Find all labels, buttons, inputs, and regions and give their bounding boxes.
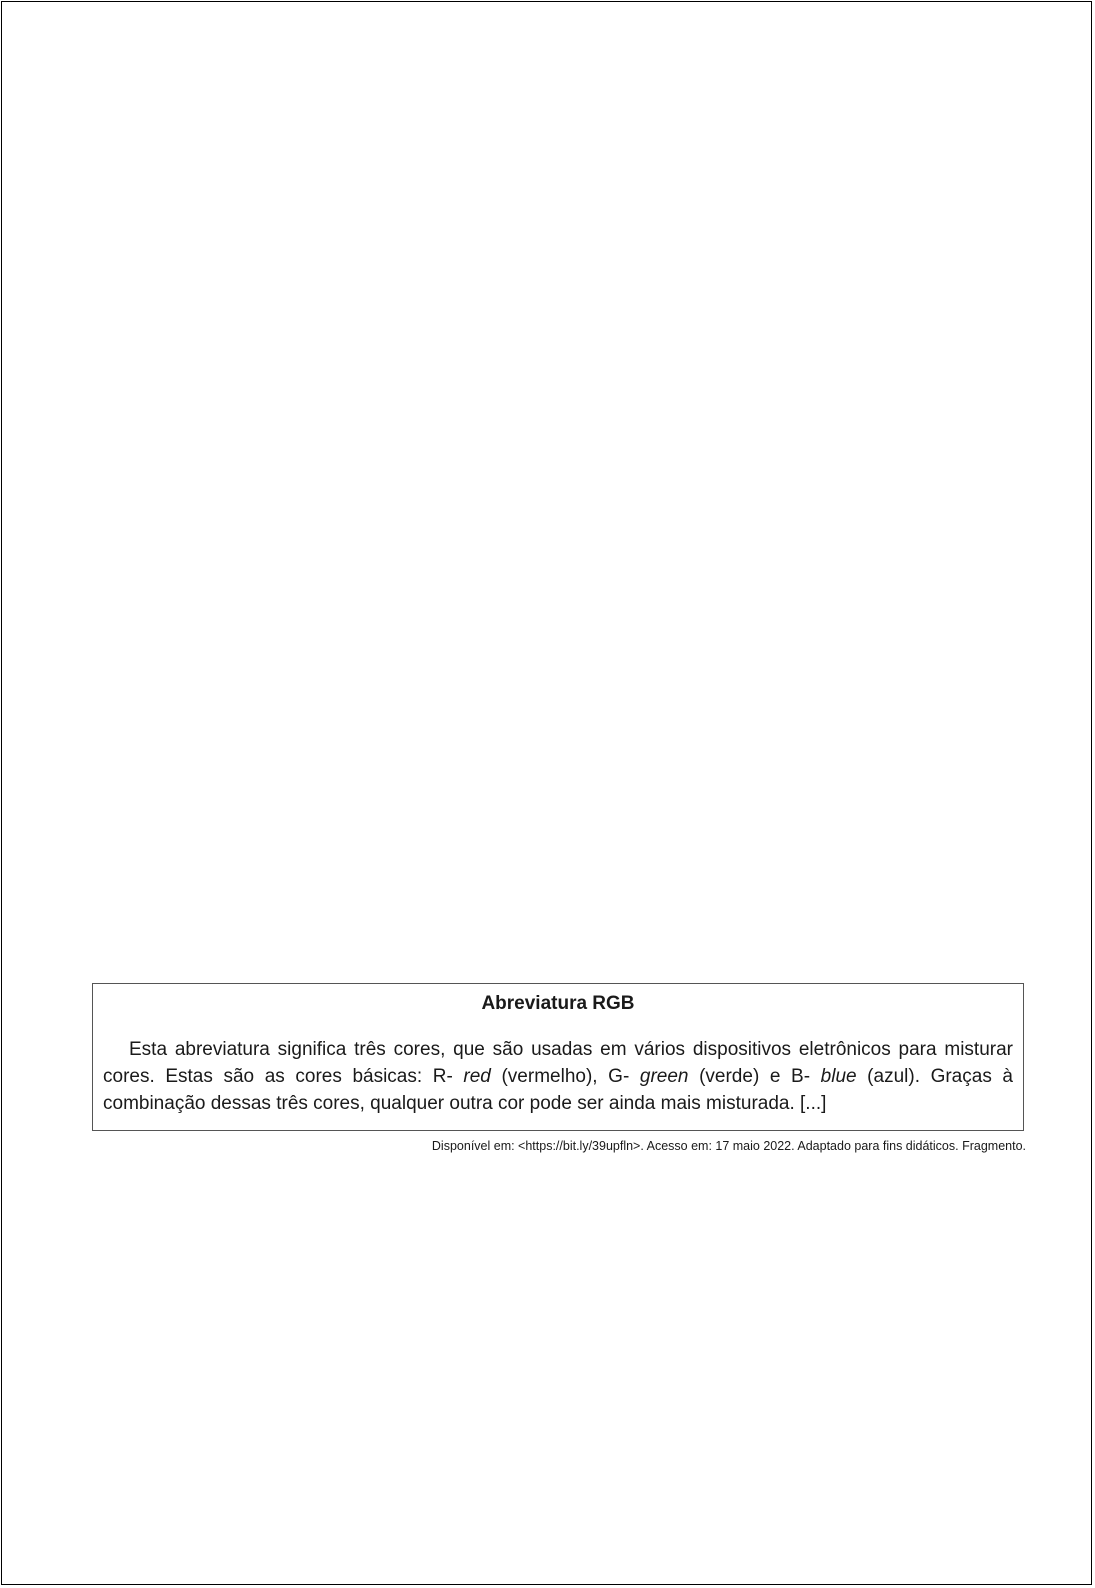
text-box <box>92 983 1024 1131</box>
body-text-4: (azul). Graças à combinação dessas três cores, qualquer outra cor pode ser ainda mais misturada. [...] <box>103 1066 1013 1114</box>
term-red: red <box>463 1066 491 1087</box>
body-text-2: (vermelho), G- <box>490 1066 640 1087</box>
term-green: green <box>639 1066 689 1087</box>
term-blue: blue <box>820 1066 857 1087</box>
page-frame <box>1 1 1092 1585</box>
source-citation: Disponível em: <https://bit.ly/39upfln>. Acesso em: 17 maio 2022. Adaptado para fins didáticos. Fragmento. <box>431 1139 1026 1153</box>
body-text-1: Esta abreviatura significa três cores, que são usadas em vários dispositivos eletrônicos para misturar cores. Estas são as cores básicas: R- <box>103 1039 1013 1087</box>
box-title: Abreviatura RGB <box>481 993 635 1014</box>
body-text-3: (verde) e B- <box>688 1066 821 1087</box>
box-body <box>103 1036 1013 1117</box>
